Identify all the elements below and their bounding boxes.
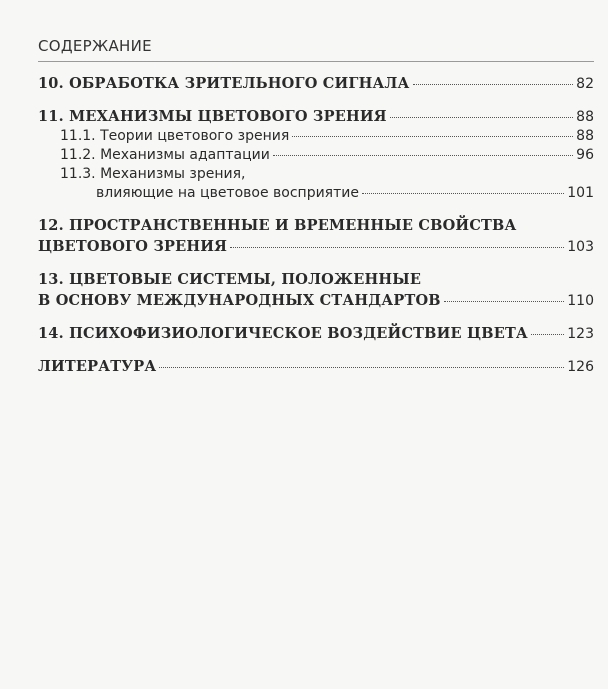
toc-entry-chapter-10 bbox=[38, 75, 594, 92]
toc-entry-title: 11. МЕХАНИЗМЫ ЦВЕТОВОГО ЗРЕНИЯ bbox=[38, 108, 387, 125]
toc-entry-title-line2: ЦВЕТОВОГО ЗРЕНИЯ bbox=[38, 238, 228, 255]
header-rule bbox=[38, 61, 594, 62]
toc-entry-title: 14. ПСИХОФИЗИОЛОГИЧЕСКОЕ ВОЗДЕЙСТВИЕ ЦВЕТА bbox=[38, 325, 528, 342]
dot-leader bbox=[390, 117, 573, 118]
toc-entry-section-11-1 bbox=[38, 128, 594, 144]
toc-entry-title-line1: 11.3. Механизмы зрения, bbox=[60, 166, 246, 182]
dot-leader bbox=[159, 367, 564, 368]
toc-entry-page: 82 bbox=[576, 76, 594, 92]
toc-entry-title-line2: В ОСНОВУ МЕЖДУНАРОДНЫХ СТАНДАРТОВ bbox=[38, 292, 441, 309]
running-title: СОДЕРЖАНИЕ bbox=[38, 37, 152, 55]
dot-leader bbox=[292, 136, 573, 137]
toc-entry-page: 103 bbox=[567, 239, 594, 255]
dot-leader bbox=[362, 193, 564, 194]
toc-entry-page: 88 bbox=[576, 109, 594, 125]
toc-entry-page: 101 bbox=[567, 185, 594, 201]
dot-leader bbox=[531, 334, 564, 335]
dot-leader bbox=[230, 247, 564, 248]
toc-entry-title: 11.2. Механизмы адаптации bbox=[60, 147, 270, 163]
toc-entry-page: 123 bbox=[567, 326, 594, 342]
toc-entry-chapter-14 bbox=[38, 325, 594, 342]
toc-entry-title-line1: 13. ЦВЕТОВЫЕ СИСТЕМЫ, ПОЛОЖЕННЫЕ bbox=[38, 271, 422, 288]
toc-entry-page: 88 bbox=[576, 128, 594, 144]
table-of-contents bbox=[38, 72, 594, 375]
toc-entry-references bbox=[38, 358, 594, 375]
toc-entry-title: 10. ОБРАБОТКА ЗРИТЕЛЬНОГО СИГНАЛА bbox=[38, 75, 410, 92]
toc-entry-title: 11.1. Теории цветового зрения bbox=[60, 128, 290, 144]
toc-entry-title: ЛИТЕРАТУРА bbox=[38, 358, 157, 375]
toc-entry-title-line2: влияющие на цветовое восприятие bbox=[96, 185, 359, 201]
toc-entry-chapter-11 bbox=[38, 108, 594, 125]
toc-entry-page: 110 bbox=[567, 293, 594, 309]
toc-entry-page: 126 bbox=[567, 359, 594, 375]
dot-leader bbox=[273, 155, 573, 156]
toc-entry-page: 96 bbox=[576, 147, 594, 163]
dot-leader bbox=[444, 301, 565, 302]
dot-leader bbox=[413, 84, 574, 85]
toc-entry-chapter-12 bbox=[38, 217, 594, 255]
toc-entry-chapter-13 bbox=[38, 271, 594, 309]
toc-entry-title-line1: 12. ПРОСТРАНСТВЕННЫЕ И ВРЕМЕННЫЕ СВОЙСТВА bbox=[38, 217, 517, 234]
toc-entry-section-11-3 bbox=[38, 166, 594, 201]
toc-entry-section-11-2 bbox=[38, 147, 594, 163]
